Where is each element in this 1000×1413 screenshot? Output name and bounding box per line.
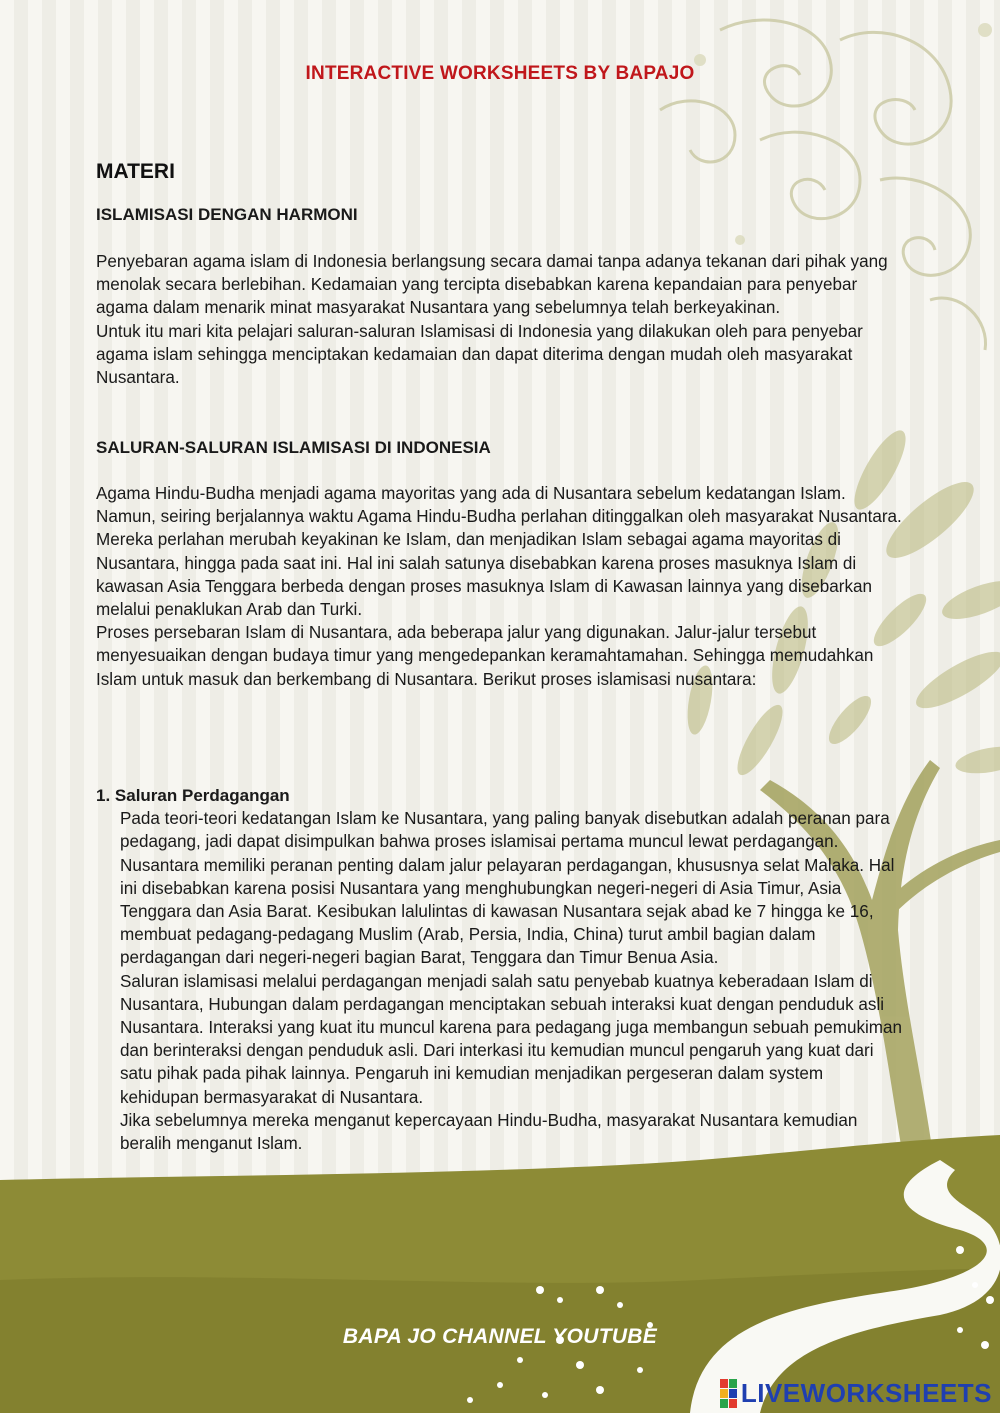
paragraph: Nusantara memiliki peranan penting dalam jalur pelayaran perdagangan, khususnya selat Malaka. Hal ini disebabkan karena posisi Nusantara yang menghubungkan negeri-negeri di Asia Timur, Asia Tenggara dan Asia Barat. Kesibukan lalulintas di kawasan Nusantara sejak abad ke 7 hingga ke 16, membuat pedagang-pedagang Muslim (Arab, Persia, India, China) turut ambil bagian dalam perdagangan dari negeri-negeri bagian Barat, Tenggara dan Timur Benua Asia. xyxy=(120,855,895,968)
section-heading: ISLAMISASI DENGAN HARMONI xyxy=(96,205,358,224)
logo-block-icon xyxy=(720,1379,728,1388)
logo-block-icon xyxy=(729,1399,737,1408)
paragraph: Saluran islamisasi melalui perdagangan menjadi salah satu penyebab kuatnya keberadaan Islam di Nusantara, Hubungan dalam perdagangan menciptakan sebuah interaksi kuat dengan penduduk asli Nusantara. Interaksi yang kuat itu muncul karena para pedagang juga membangun sebuah pemukiman dan berinteraksi dengan penduduk asli. Dari interkasi itu kemudian muncul pengaruh yang kuat dari satu pihak pada pihak lainnya. Pengaruh ini kemudian menjadikan pergeseran dalam system kehidupan bermasyarakat di Nusantara. xyxy=(120,971,903,1107)
section-heading: SALURAN-SALURAN ISLAMISASI DI INDONESIA xyxy=(96,438,491,457)
section-perdagangan-body xyxy=(96,807,906,1155)
section-islamisasi xyxy=(96,203,906,226)
section-heading: 1. Saluran Perdagangan xyxy=(96,786,290,805)
paragraph: Pada teori-teori kedatangan Islam ke Nusantara, yang paling banyak disebutkan adalah peranan para pedagang, jadi dapat disimpulkan bahwa proses islamisai pertama muncul lewat perdagangan. xyxy=(120,809,890,852)
paragraph: Namun, seiring berjalannya waktu Agama Hindu-Budha perlahan ditinggalkan oleh masyarakat Nusantara. Mereka perlahan merubah keyakinan ke Islam, dan menjadikan Islam sebagai agama mayoritas di Nusantara, hingga pada saat ini. Hal ini salah satunya disebabkan karena proses masuknya Islam di kawasan Asia Tenggara berbeda dengan proses masuknya Islam di Kawasan lainnya yang disebarkan melalui penaklukan Arab dan Turki. xyxy=(96,507,902,620)
logo-block-icon xyxy=(729,1379,737,1388)
logo-block-icon xyxy=(720,1389,728,1398)
section-islamisasi-body xyxy=(96,250,906,389)
liveworksheets-logo[interactable] xyxy=(720,1378,992,1409)
footer-channel-text: BAPA JO CHANNEL YOUTUBE xyxy=(342,1325,658,1348)
section-label: MATERI xyxy=(96,160,175,183)
section-perdagangan xyxy=(96,784,906,1155)
paragraph: Untuk itu mari kita pelajari saluran-saluran Islamisasi di Indonesia yang dilakukan oleh para penyebar agama islam sehingga menciptakan kedamaian dan dapat diterima dengan mudah oleh masyarakat Nusantara. xyxy=(96,321,863,388)
section-saluran-body xyxy=(96,482,906,691)
logo-block-icon xyxy=(720,1399,728,1408)
liveworksheets-wordmark: LIVEWORKSHEETS xyxy=(740,1378,992,1408)
page-header-title: INTERACTIVE WORKSHEETS BY BAPAJO xyxy=(305,63,695,84)
paragraph: Agama Hindu-Budha menjadi agama mayoritas yang ada di Nusantara sebelum kedatangan Islam. xyxy=(96,484,846,503)
section-saluran xyxy=(96,436,906,459)
paragraph: Proses persebaran Islam di Nusantara, ada beberapa jalur yang digunakan. Jalur-jalur tersebut menyesuaikan dengan budaya timur yang mengedepankan keramahtamahan. Sehingga memudahkan Islam untuk masuk dan berkembang di Nusantara. Berikut proses islamisasi nusantara: xyxy=(96,623,874,689)
liveworksheets-icon xyxy=(720,1379,737,1408)
paragraph: Penyebaran agama islam di Indonesia berlangsung secara damai tanpa adanya tekanan dari pihak yang menolak secara berlebihan. Kedamaian yang tercipta disebabkan karena kepandaian para penyebar agama dalam menarik minat masyarakat Nusantara yang sebelumnya telah berkeyakinan. xyxy=(96,252,888,318)
paragraph: Jika sebelumnya mereka menganut kepercayaan Hindu-Budha, masyarakat Nusantara kemudian beralih menganut Islam. xyxy=(120,1110,858,1154)
logo-block-icon xyxy=(729,1389,737,1398)
